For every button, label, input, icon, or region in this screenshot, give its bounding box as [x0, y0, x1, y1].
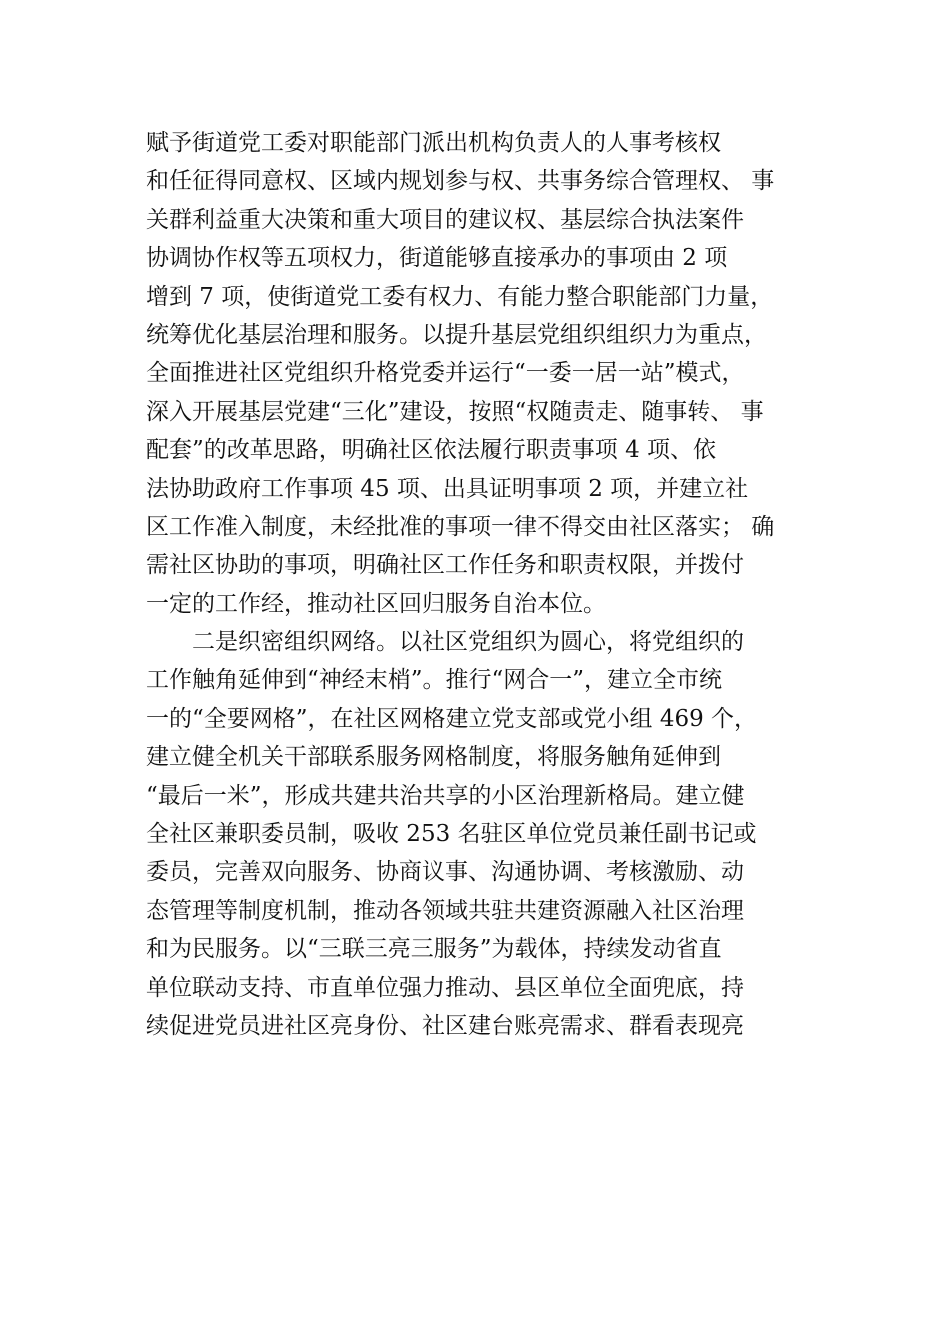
body-text [146, 124, 836, 1045]
text-line-23: 单位联动支持、市直单位强力推动、县区单位全面兜底，持 [146, 974, 744, 1001]
text-line-18: “最后一米”，形成共建共治共享的小区治理新格局。建立健 [146, 782, 745, 809]
text-line-15: 工作触角延伸到“神经末梢”。推行“网合一”，建立全市统 [146, 667, 723, 694]
text-line-11: 区工作准入制度，未经批准的事项一律不得交由社区落实； 确 [146, 513, 775, 540]
text-line-1: 赋予街道党工委对职能部门派出机构负责人的人事考核权 [146, 130, 721, 156]
text-line-12: 需社区协助的事项，明确社区工作任务和职责权限，并拨付 [146, 552, 744, 579]
text-line-2: 和任征得同意权、区域内规划参与权、共事务综合管理权、 事 [146, 168, 775, 195]
text-line-4: 协调协作权等五项权力，街道能够直接承办的事项由 2 项 [146, 245, 728, 272]
text-line-21: 态管理等制度机制，推动各领域共驻共建资源融入社区治理 [146, 897, 744, 924]
text-line-3: 关群利益重大决策和重大项目的建议权、基层综合执法案件 [146, 206, 744, 233]
text-line-5: 增到 7 项，使街道党工委有权力、有能力整合职能部门力量， [146, 283, 774, 310]
text-line-24: 续促进党员进社区亮身份、社区建台账亮需求、群看表现亮 [146, 1012, 744, 1039]
text-line-14-paragraph-start: 二是织密组织网络。以社区党组织为圆心，将党组织的 [192, 629, 744, 656]
text-line-19: 全社区兼职委员制，吸收 253 名驻区单位党员兼任副书记或 [146, 821, 757, 848]
text-line-13: 一定的工作经，推动社区回归服务自治本位。 [146, 590, 606, 617]
text-line-22: 和为民服务。以“三联三亮三服务”为载体，持续发动省直 [146, 936, 722, 963]
text-line-8: 深入开展基层党建“三化”建设，按照“权随责走、随事转、 事 [146, 398, 764, 425]
text-line-6: 统筹优化基层治理和服务。以提升基层党组织组织力为重点， [146, 321, 767, 348]
text-line-9: 配套”的改革思路，明确社区依法履行职责事项 4 项、依 [146, 437, 717, 464]
text-line-20: 委员，完善双向服务、协商议事、沟通协调、考核激励、动 [146, 859, 744, 886]
text-line-16: 一的“全要网格”，在社区网格建立党支部或党小组 469 个， [146, 705, 758, 732]
text-line-17: 建立健全机关干部联系服务网格制度，将服务触角延伸到 [146, 744, 721, 771]
text-line-10: 法协助政府工作事项 45 项、出具证明事项 2 项，并建立社 [146, 475, 749, 502]
text-line-7: 全面推进社区党组织升格党委并运行“一委一居一站”模式， [146, 360, 745, 387]
